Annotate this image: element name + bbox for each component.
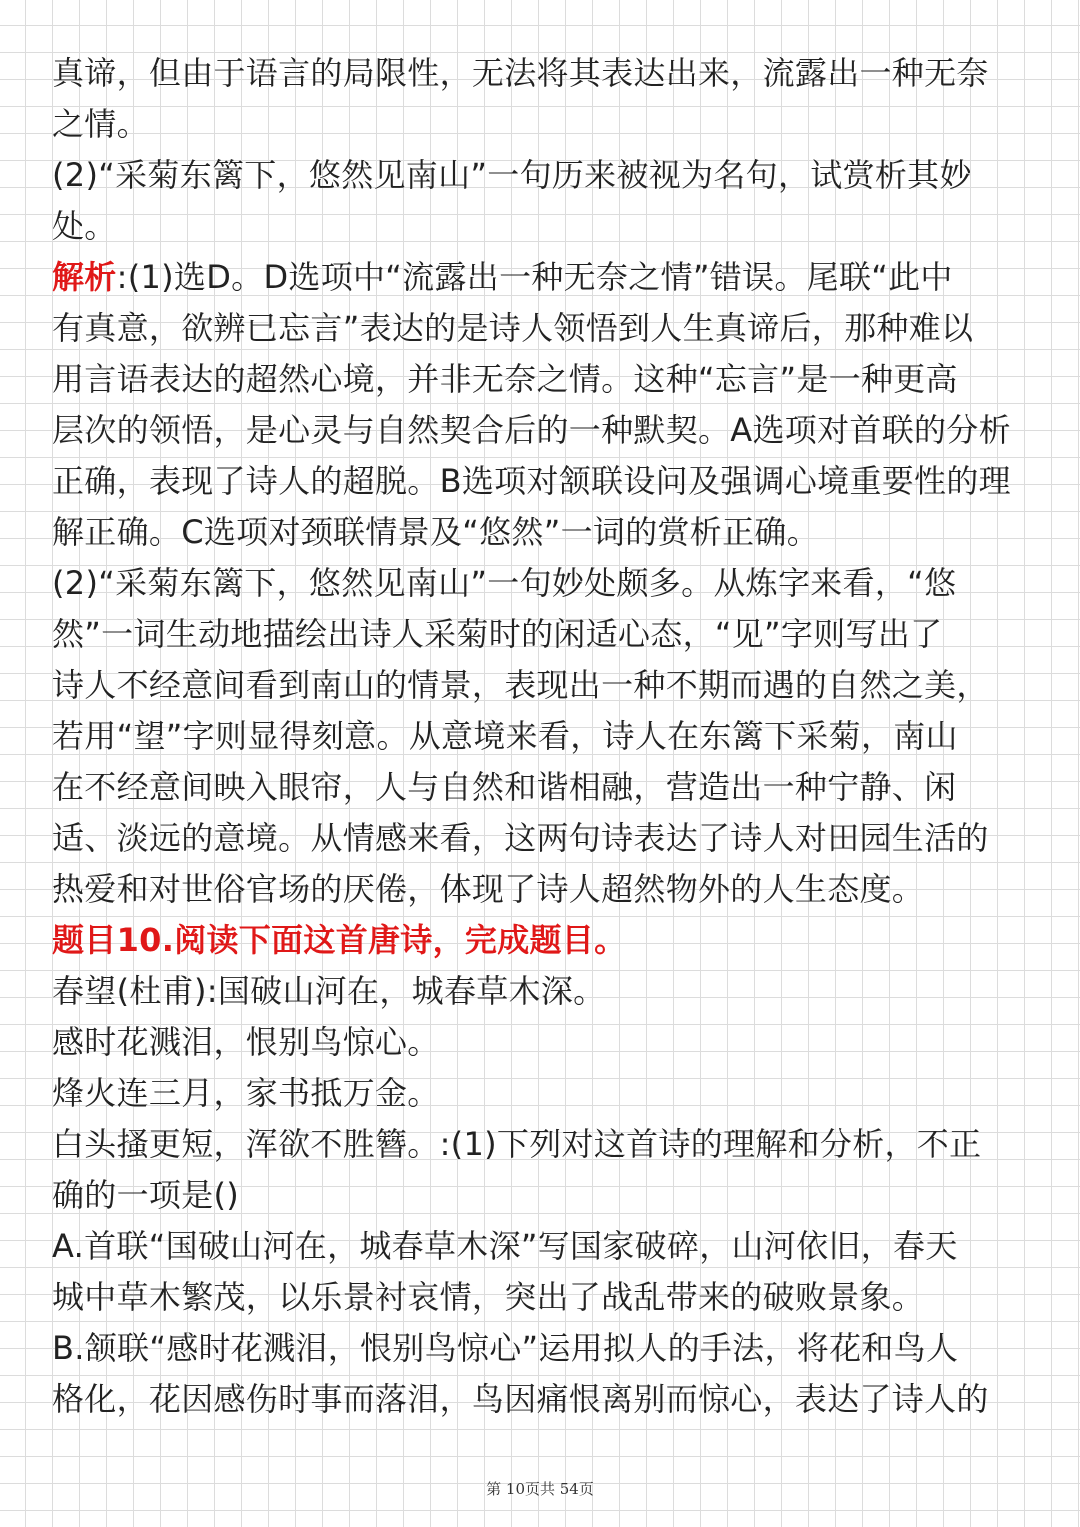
text-line: 若用“望”字则显得刻意。从意境来看，诗人在东篱下采菊，南山	[52, 717, 958, 755]
text-line: 白头搔更短，浑欲不胜簪。:(1)下列对这首诗的理解和分析，不正	[52, 1125, 982, 1163]
text-line: 格化，花因感伤时事而落泪，鸟因痛恨离别而惊心，表达了诗人的	[52, 1380, 989, 1418]
text-line: 然”一词生动地描绘出诗人采菊时的闲适心态，“见”字则写出了	[52, 615, 943, 653]
page-number: 第 10页共 54页	[486, 1480, 594, 1498]
analysis-line	[52, 252, 1032, 303]
text-line: B.颔联“感时花溅泪，恨别鸟惊心”运用拟人的手法，将花和鸟人	[52, 1329, 959, 1367]
text-line: 解正确。C选项对颈联情景及“悠然”一词的赏析正确。	[52, 513, 820, 551]
text-line: 处。	[52, 207, 117, 245]
analysis-text: :(1)选D。D选项中“流露出一种无奈之情”错误。尾联“此中	[116, 258, 953, 296]
text-line: 正确，表现了诗人的超脱。B选项对颔联设问及强调心境重要性的理	[52, 462, 1011, 500]
text-line: 烽火连三月，家书抵万金。	[52, 1074, 440, 1112]
text-line: 之情。	[52, 105, 149, 143]
text-line: 春望(杜甫):国破山河在，城春草木深。	[52, 972, 606, 1010]
text-line: (2)“采菊东篱下，悠然见南山”一句妙处颇多。从炼字来看，“悠	[52, 564, 957, 602]
text-line: A.首联“国破山河在，城春草木深”写国家破碎，山河依旧，春天	[52, 1227, 958, 1265]
text-line: 用言语表达的超然心境，并非无奈之情。这种“忘言”是一种更高	[52, 360, 958, 398]
question-heading: 题目10.阅读下面这首唐诗，完成题目。	[52, 921, 627, 959]
text-line: 真谛，但由于语言的局限性，无法将其表达出来，流露出一种无奈	[52, 54, 989, 92]
document-body	[52, 48, 1032, 1425]
text-line: 确的一项是()	[52, 1176, 240, 1214]
text-line: (2)“采菊东篱下，悠然见南山”一句历来被视为名句，试赏析其妙	[52, 156, 972, 194]
text-line: 有真意，欲辨已忘言”表达的是诗人领悟到人生真谛后，那种难以	[52, 309, 974, 347]
text-line: 适、淡远的意境。从情感来看，这两句诗表达了诗人对田园生活的	[52, 819, 989, 857]
text-line: 热爱和对世俗官场的厌倦，体现了诗人超然物外的人生态度。	[52, 870, 925, 908]
text-line: 诗人不经意间看到南山的情景，表现出一种不期而遇的自然之美，	[52, 666, 989, 704]
analysis-label: 解析	[52, 258, 117, 296]
text-line: 城中草木繁茂，以乐景衬哀情，突出了战乱带来的破败景象。	[52, 1278, 925, 1316]
text-line: 感时花溅泪，恨别鸟惊心。	[52, 1023, 440, 1061]
text-line: 在不经意间映入眼帘，人与自然和谐相融，营造出一种宁静、闲	[52, 768, 957, 806]
text-line: 层次的领悟，是心灵与自然契合后的一种默契。A选项对首联的分析	[52, 411, 1011, 449]
